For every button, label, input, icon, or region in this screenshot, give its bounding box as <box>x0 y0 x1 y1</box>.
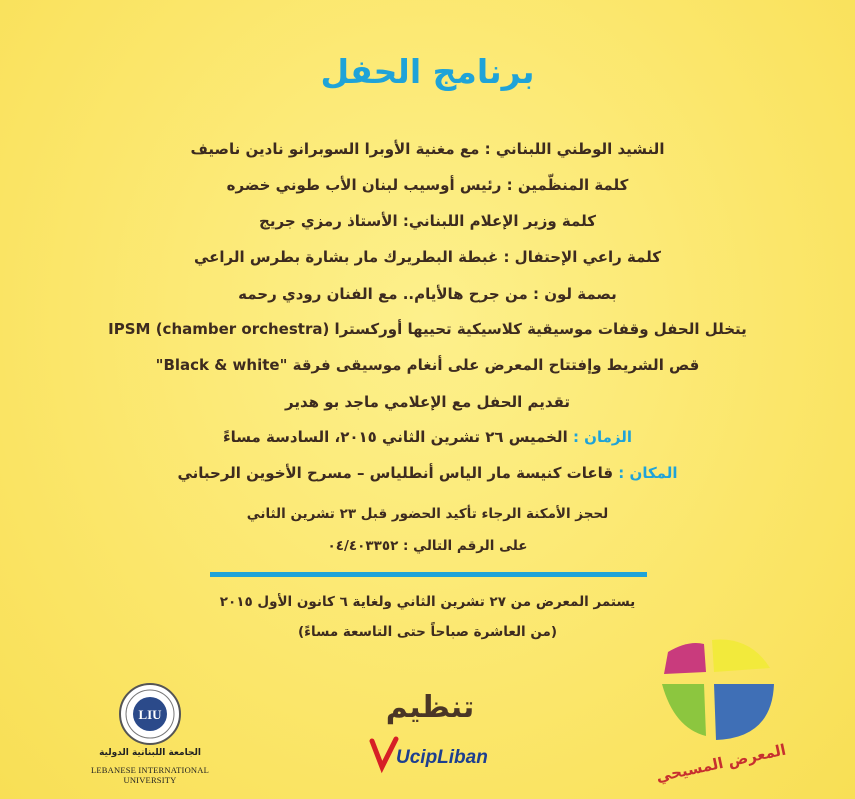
exhibition-hours: (من العاشرة صباحاً حتى التاسعة مساءً) <box>297 624 558 640</box>
program-item: كلمة وزير الإعلام اللبناني: الأستاذ رمزي جريج <box>259 212 596 230</box>
liu-name-en: LEBANESE INTERNATIONAL UNIVERSITY <box>91 765 209 785</box>
place-label: المكان : <box>618 464 678 482</box>
program-item: قص الشريط وإفتتاح المعرض على أنغام موسيقى فرقة "Black & white" <box>155 356 700 374</box>
program-item: النشيد الوطني اللبناني : مع مغنية الأوبرا السوبرانو نادين ناصيف <box>190 140 665 158</box>
place-value: قاعات كنيسة مار الياس أنطلياس – مسرح الأخوين الرحباني <box>177 464 614 482</box>
liu-name-ar: الجامعة اللبنانية الدولية <box>99 748 201 758</box>
organizer-label: تنظيم <box>385 690 475 725</box>
booking-phone: على الرقم التالي : ٠٤/٤٠٣٣٥٢ <box>327 538 528 554</box>
program-item: بصمة لون : من جرح هالأيام.. مع الفنان رودي رحمه <box>238 285 617 303</box>
place-line <box>0 464 855 482</box>
divider <box>210 572 647 577</box>
time-line <box>0 428 855 446</box>
liu-mark: LIU <box>138 707 162 722</box>
exhibition-logo-text: المعرض المسيحي <box>654 740 788 786</box>
program-title: برنامج الحفل <box>320 52 535 91</box>
ucip-liban-logo <box>366 733 496 783</box>
program-item: كلمة المنظّمين : رئيس أوسيب لبنان الأب طوني خضره <box>226 176 629 194</box>
time-label: الزمان : <box>572 428 633 446</box>
program-item: تقديم الحفل مع الإعلامي ماجد بو هدير <box>285 393 570 411</box>
program-item: كلمة راعي الإحتفال : غبطة البطريرك مار بشارة بطرس الراعي <box>193 248 662 266</box>
exhibition-dates: يستمر المعرض من ٢٧ تشرين الثاني ولغاية ٦ كانون الأول ٢٠١٥ <box>219 594 636 610</box>
exhibition-logo <box>640 628 800 788</box>
time-value: الخميس ٢٦ تشرين الثاني ٢٠١٥، السادسة مساءً <box>222 428 568 446</box>
booking-line: لحجز الأمكنة الرجاء تأكيد الحضور قبل ٢٣ تشرين الثاني <box>246 506 609 522</box>
program-item: يتخلل الحفل وقفات موسيقية كلاسيكية تحييها أوركسترا (IPSM (chamber orchestra <box>108 320 747 338</box>
ucip-wordmark: UcipLiban <box>396 747 488 768</box>
